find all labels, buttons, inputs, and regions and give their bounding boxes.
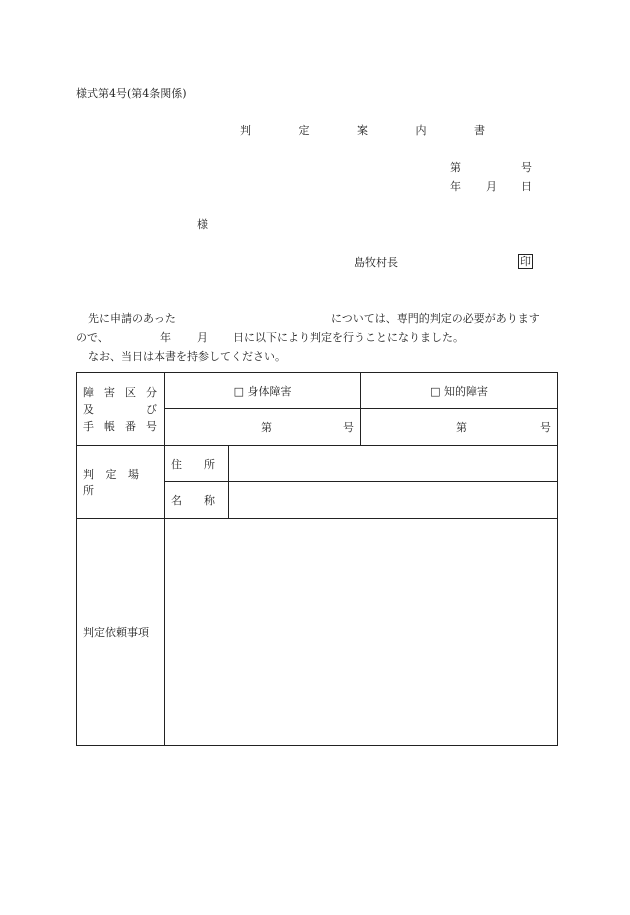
date-year: 年 [450,180,461,193]
intellectual-disability-checkbox[interactable]: □ 知的障害 [361,373,558,409]
date-day: 日 [521,180,532,193]
requested-matters-label: 判定依頼事項 [77,519,165,746]
body-line-2a: ので、 [76,331,109,344]
facility-name-field[interactable] [229,482,558,519]
address-field[interactable] [229,446,558,482]
body-line-2-month: 月 [197,331,208,344]
judgment-place-label: 判 定 場 所 [77,446,165,519]
body-line-1b: については、専門的判定の必要があります [331,312,540,325]
document-number-prefix: 第 [450,161,461,174]
form-number-label: 様式第4号(第4条関係) [76,87,187,100]
requested-matters-field[interactable] [165,519,558,746]
body-line-1a: 先に申請のあった [88,312,176,325]
document-number-suffix: 号 [521,161,532,174]
body-line-3: なお、当日は本書を持参してください。 [88,350,286,363]
physical-disability-checkbox[interactable]: □ 身体障害 [165,373,361,409]
address-label: 住 所 [165,446,229,482]
judgment-form-table [76,372,558,746]
addressee-suffix: 様 [197,218,208,231]
physical-handbook-number[interactable]: 第 号 [165,409,361,446]
intellectual-handbook-number[interactable]: 第 号 [361,409,558,446]
body-line-2b: 日に以下により判定を行うことになりました。 [233,331,464,344]
seal-mark: 印 [520,255,531,268]
disability-category-label: 障 害 区 分 及 び 手 帳 番 号 [77,373,165,446]
date-month: 月 [486,180,497,193]
body-line-2-year: 年 [160,331,171,344]
facility-name-label: 名 称 [165,482,229,519]
issuer-name: 島牧村長 [354,256,398,269]
document-title: 判 定 案 内 書 [240,124,507,137]
